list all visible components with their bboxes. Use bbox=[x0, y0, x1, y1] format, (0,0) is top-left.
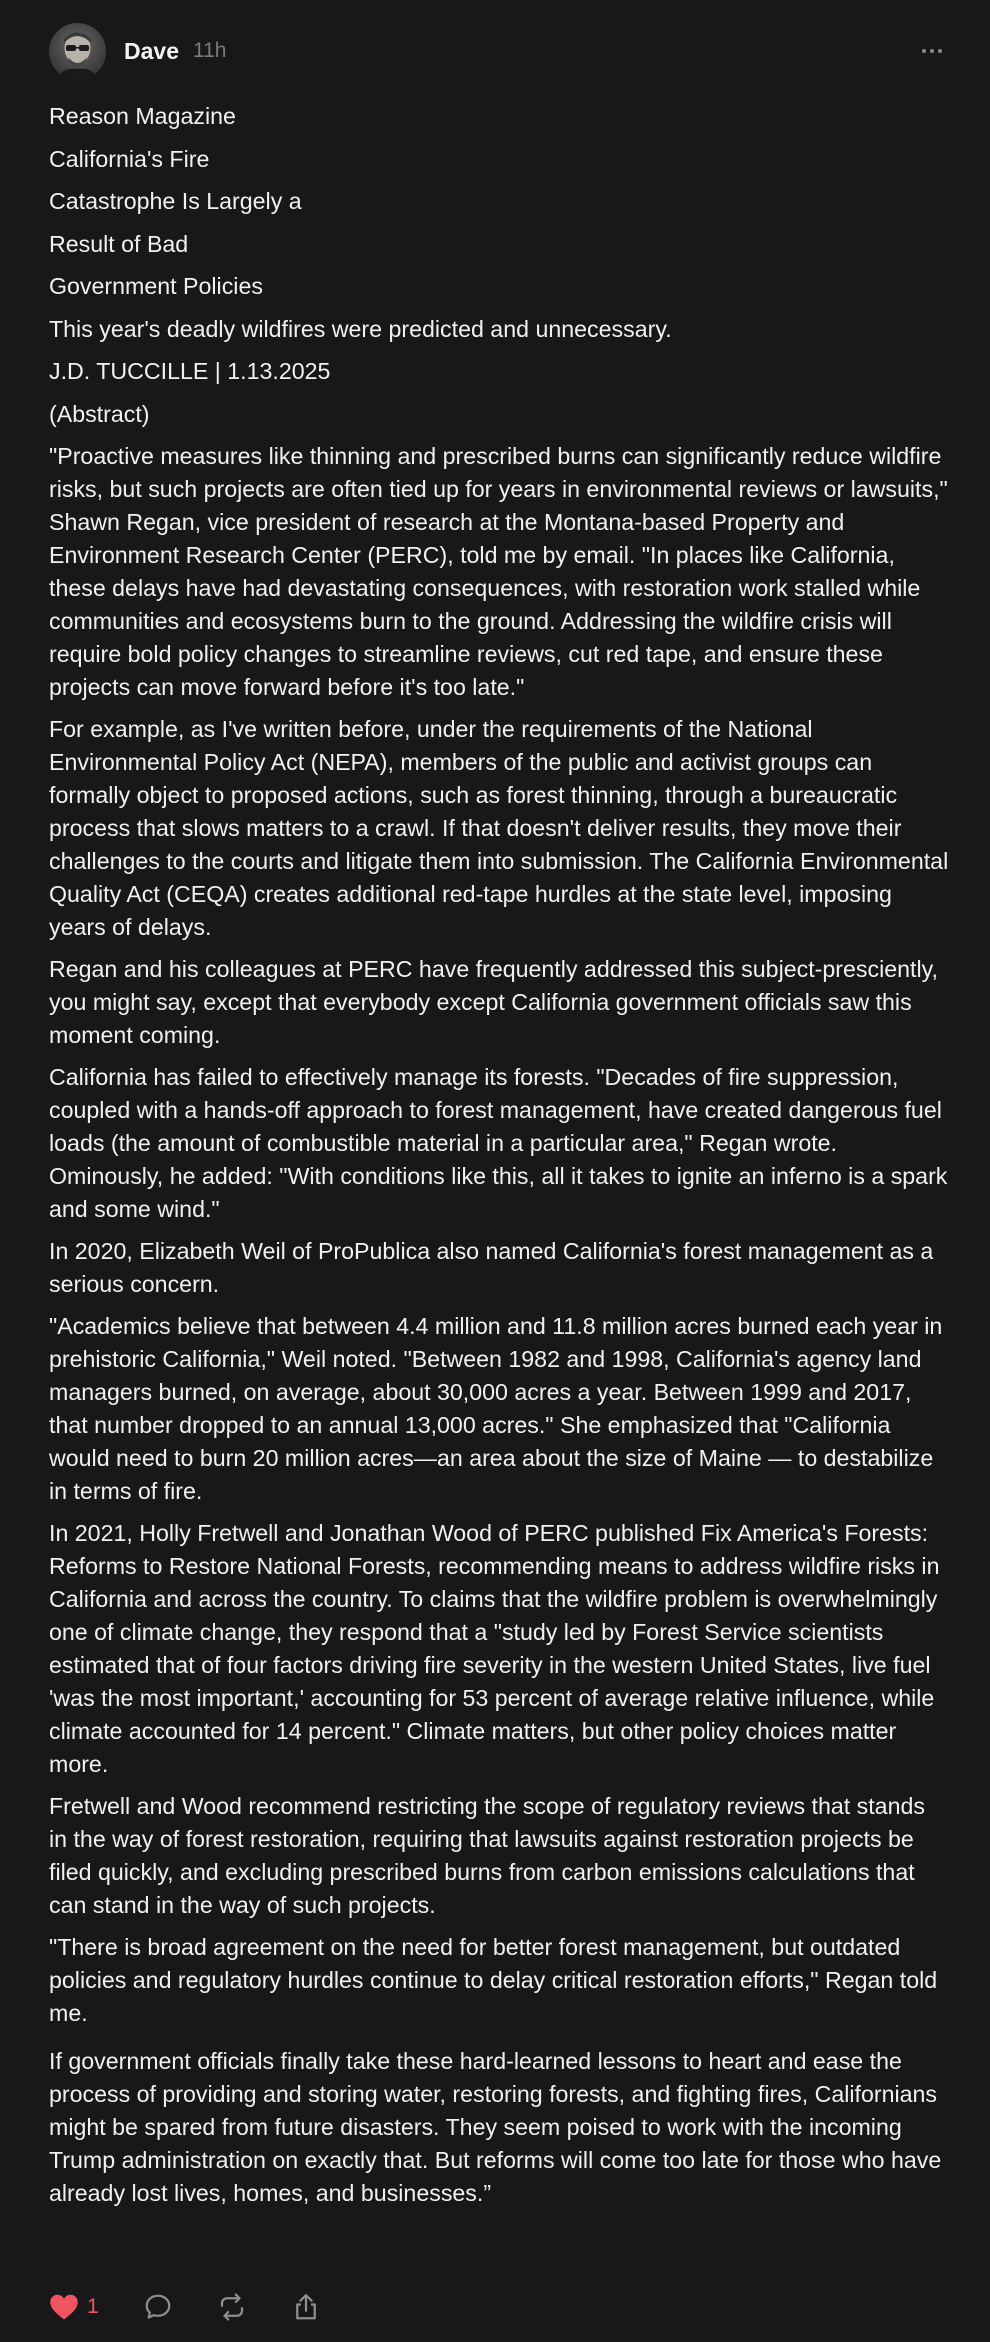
comment-button[interactable] bbox=[143, 2292, 173, 2322]
author-name[interactable]: Dave bbox=[124, 37, 179, 64]
more-dot bbox=[930, 49, 934, 53]
body-paragraph: "Academics believe that between 4.4 million and 11.8 million acres burned each year in prehistoric California," Weil noted. "Between 1982 and 1998, California's agency land managers burned, on average, about 30,000 acres a year. Between 1999 and 2017, that number dropped to an annual 13,000 acres." She emphasized that "California would need to burn 20 million acres—an area about the size of Maine — to destabilize in terms of fire. bbox=[49, 1313, 943, 1504]
byline: J.D. TUCCILLE | 1.13.2025 bbox=[49, 358, 331, 384]
more-options-button[interactable] bbox=[902, 36, 950, 66]
body-paragraph: California has failed to effectively manage its forests. "Decades of fire suppression, coupled with a hands-off approach to forest management, have created dangerous fuel loads (the amount of combustible material in a particular area," Regan wrote. Ominously, he added: "With conditions like this, all it takes to ignite an inferno is a spark and some wind." bbox=[49, 1064, 948, 1222]
headline-line: Government Policies bbox=[49, 273, 263, 299]
body-paragraph: In 2021, Holly Fretwell and Jonathan Wood of PERC published Fix America's Forests: Reforms to Restore National Forests, recommending means to address wildfire risks in California and across the country. To claims that the wildfire problem is overwhelmingly one of climate change, they respond that a "study led by Forest Service scientists estimated that of four factors driving fire severity in the western United States, live fuel 'was the most important,' accounting for 53 percent of average relative influence, while climate accounted for 14 percent." Climate matters, but other policy choices matter more. bbox=[49, 1520, 940, 1777]
body-paragraph: "There is broad agreement on the need for better forest management, but outdated policies and regulatory hurdles continue to delay critical restoration efforts," Regan told me. bbox=[49, 1934, 938, 2026]
heart-icon bbox=[49, 2293, 79, 2321]
headline-line: Result of Bad bbox=[49, 230, 189, 257]
post-body bbox=[49, 100, 949, 2219]
subheadline: This year's deadly wildfires were predicted and unnecessary. bbox=[49, 315, 672, 342]
headline-line: Catastrophe Is Largely a bbox=[49, 188, 302, 214]
comment-icon bbox=[143, 2292, 173, 2322]
body-paragraph: "Proactive measures like thinning and prescribed burns can significantly reduce wildfire risks, but such projects are often tied up for years in environmental reviews or lawsuits," Shawn Regan, vice president of research at the Montana-based Property and Environment Research Center (PERC), told me by email. "In places like California, these delays have had devastating consequences, with restoration work stalled while communities and ecosystems burn to the ground. Addressing the wildfire crisis will require bold policy changes to streamline reviews, cut red tape, and ensure these projects can move forward before it's too late." bbox=[49, 443, 948, 700]
post-timestamp: 11h bbox=[192, 39, 227, 62]
like-button[interactable] bbox=[49, 2293, 99, 2321]
body-paragraph: In 2020, Elizabeth Weil of ProPublica also named California's forest management as a serious concern. bbox=[49, 1238, 934, 1297]
share-icon bbox=[291, 2292, 321, 2322]
headline-line: California's Fire bbox=[49, 145, 210, 172]
body-paragraph: Regan and his colleagues at PERC have frequently addressed this subject-presciently, you might say, except that everybody except California government officials saw this moment coming. bbox=[49, 956, 938, 1048]
like-count: 1 bbox=[87, 2295, 99, 2318]
avatar[interactable] bbox=[49, 23, 106, 80]
source-name: Reason Magazine bbox=[49, 103, 236, 129]
repost-button[interactable] bbox=[217, 2292, 247, 2322]
more-dot bbox=[938, 49, 942, 53]
share-button[interactable] bbox=[291, 2292, 321, 2322]
abstract-label: (Abstract) bbox=[49, 400, 150, 427]
body-paragraph: For example, as I've written before, under the requirements of the National Environmental Policy Act (NEPA), members of the public and activist groups can formally object to proposed actions, such as forest thinning, through a bureaucratic process that slows matters to a crawl. If that doesn't deliver results, they move their challenges to the courts and litigate them into submission. The California Environmental Quality Act (CEQA) creates additional red-tape hurdles at the state level, imposing years of delays. bbox=[49, 716, 949, 940]
post-actions bbox=[49, 2290, 365, 2324]
body-paragraph: Fretwell and Wood recommend restricting the scope of regulatory reviews that stands in the way of forest restoration, requiring that lawsuits against restoration projects be filed quickly, and excluding prescribed burns from carbon emissions calculations that can stand in the way of such projects. bbox=[49, 1793, 925, 1918]
body-paragraph: If government officials finally take these hard-learned lessons to heart and ease the process of providing and storing water, restoring forests, and fighting fires, Californians might be spared from future disasters. They seem poised to work with the incoming Trump administration on exactly that. But reforms will come too late for those who have already lost lives, homes, and businesses.” bbox=[49, 2048, 942, 2206]
more-horizontal-icon bbox=[922, 49, 926, 53]
avatar-image bbox=[49, 23, 106, 80]
repost-icon bbox=[217, 2292, 247, 2322]
post-header bbox=[49, 21, 950, 81]
